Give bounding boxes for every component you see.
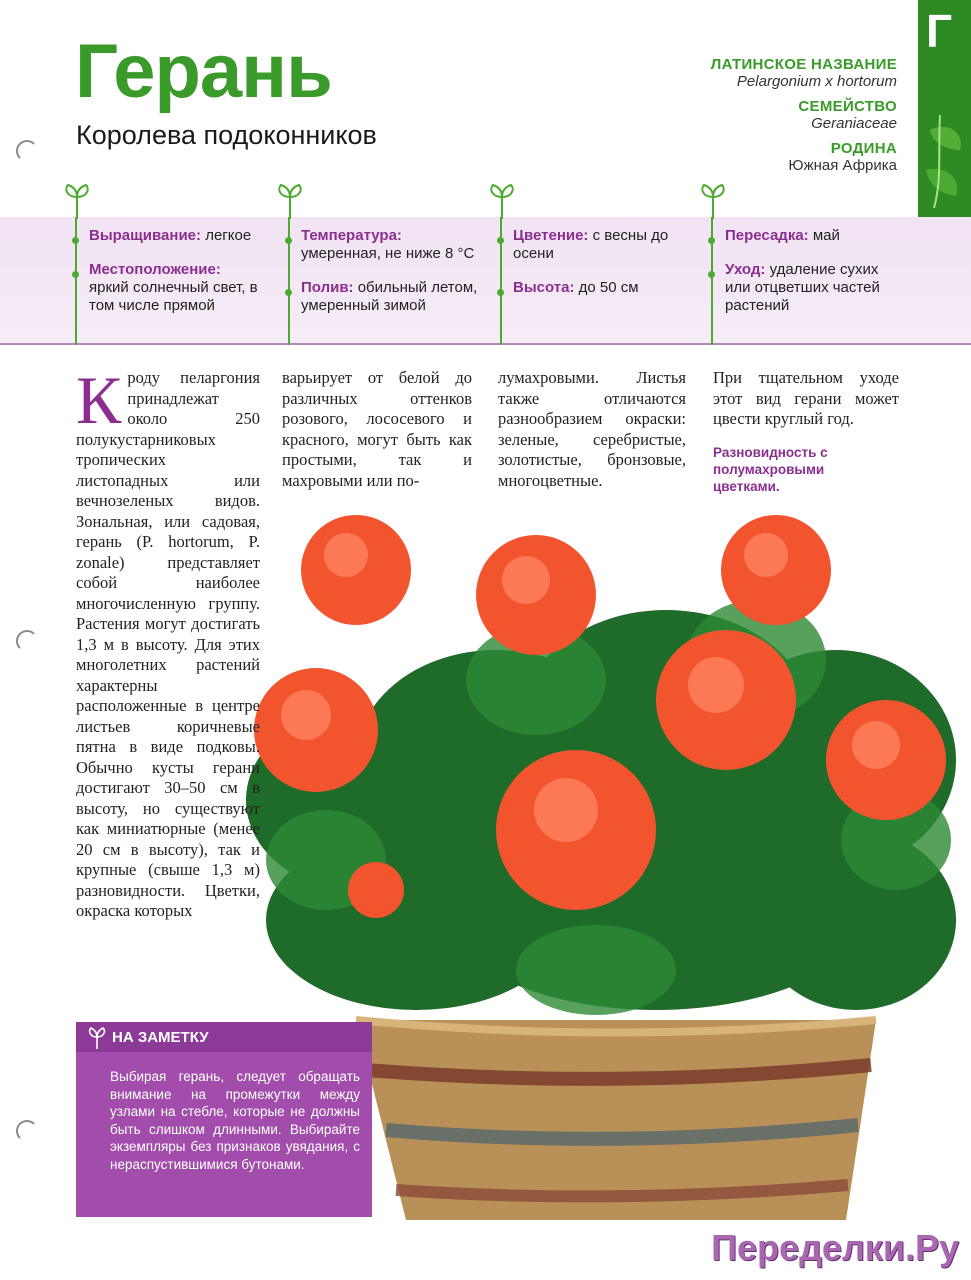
- care-column-2: [301, 227, 491, 331]
- binder-hole: [16, 630, 38, 652]
- height-label: Высота:: [513, 279, 575, 296]
- repotting-label: Пересадка:: [725, 227, 809, 244]
- care-info-band: [0, 217, 971, 345]
- growing-label: Выращивание:: [89, 227, 202, 244]
- family-label: СЕМЕЙСТВО: [798, 98, 897, 115]
- temperature-value: умеренная, не ниже 8 °С: [301, 245, 475, 262]
- note-title: НА ЗАМЕТКУ: [112, 1029, 209, 1046]
- growing-value: легкое: [205, 227, 252, 244]
- sprout-icon: [275, 183, 305, 219]
- article-column-2: [282, 368, 472, 491]
- leaf-ornament-icon: [920, 110, 968, 210]
- sprout-icon: [86, 1027, 108, 1049]
- article-column-4: [713, 368, 899, 430]
- watering-label: Полив:: [301, 279, 354, 296]
- care-label: Уход:: [725, 261, 766, 278]
- height-value: до 50 см: [578, 279, 639, 296]
- article-column-1: [76, 362, 260, 922]
- article-text-1: роду пеларгония принадлежат около 250 полукустарниковых тропических листопадных или вечнозеленых видов. Зональная, или садовая, герань (P. hortorum, P. zonale) представляет собой наиболее многочисленную группу. Растения могут достигать 1,3 м в высоту. Для этих многолетних растений характерны расположенные в центре листьев коричневые пятна в виде подковы. Обычно кусты герани достигают 30–50 см в высоту, но существуют как миниатюрные (менее 20 см в высоту), так и крупные (свыше 1,3 м) разновидности. Цветки, окраска которых: [76, 368, 260, 920]
- blooming-label: Цветение:: [513, 227, 589, 244]
- temperature-label: Температура:: [301, 227, 402, 244]
- watering-value: обильный летом, умеренный зимой: [301, 279, 478, 314]
- care-column-4: [725, 227, 905, 331]
- latin-name-value: Pelargonium x hortorum: [736, 73, 897, 90]
- article-column-3: [498, 368, 686, 491]
- care-value: удаление сухих или отцветших частей растений: [725, 261, 880, 314]
- sprout-icon: [698, 183, 728, 219]
- sprout-icon: [487, 183, 517, 219]
- photo-caption: Разновидность с полумахровыми цветками.: [713, 445, 828, 494]
- plant-meta: [711, 56, 897, 182]
- article-text-2: варьирует от белой до различных оттенков розового, лососевого и красного, могут быть как простыми, так и махровыми или по-: [282, 368, 472, 490]
- care-column-1: [89, 227, 274, 331]
- page-title: Герань: [75, 29, 332, 114]
- repotting-value: май: [812, 227, 840, 244]
- article-text-3: лумахровыми. Листья также отличаются разнообразием окраски: зеленые, серебристые, золотистые, бронзовые, многоцветные.: [498, 368, 686, 490]
- binder-hole: [16, 140, 38, 162]
- note-header: [76, 1022, 372, 1052]
- location-value: яркий солнечный свет, в том числе прямой: [89, 279, 258, 314]
- tab-letter: Г: [926, 5, 953, 57]
- sprout-icon: [62, 183, 92, 219]
- site-watermark: Переделки.Ру: [711, 1227, 959, 1268]
- note-box: [76, 1022, 372, 1217]
- origin-value: Южная Африка: [788, 157, 897, 174]
- family-value: Geraniaceae: [811, 115, 897, 132]
- origin-label: РОДИНА: [830, 140, 897, 157]
- location-label: Местоположение:: [89, 261, 221, 278]
- note-text: Выбирая герань, следует обращать внимание на промежутки между узлами на стебле, которые не должны быть слишком длинными. Выбирайте экземпляры без признаков увядания, с нераспустившимися бутонами.: [110, 1069, 360, 1172]
- binder-hole: [16, 1120, 38, 1142]
- care-column-3: [513, 227, 693, 313]
- alphabet-tab: [918, 0, 971, 220]
- drop-cap: К: [76, 362, 122, 438]
- blooming-value: с весны до осени: [513, 227, 669, 262]
- page-subtitle: Королева подоконников: [76, 120, 377, 150]
- latin-name-label: ЛАТИНСКОЕ НАЗВАНИЕ: [710, 56, 897, 73]
- article-text-4: При тщательном уходе этот вид герани может цвести круглый год.: [713, 368, 899, 428]
